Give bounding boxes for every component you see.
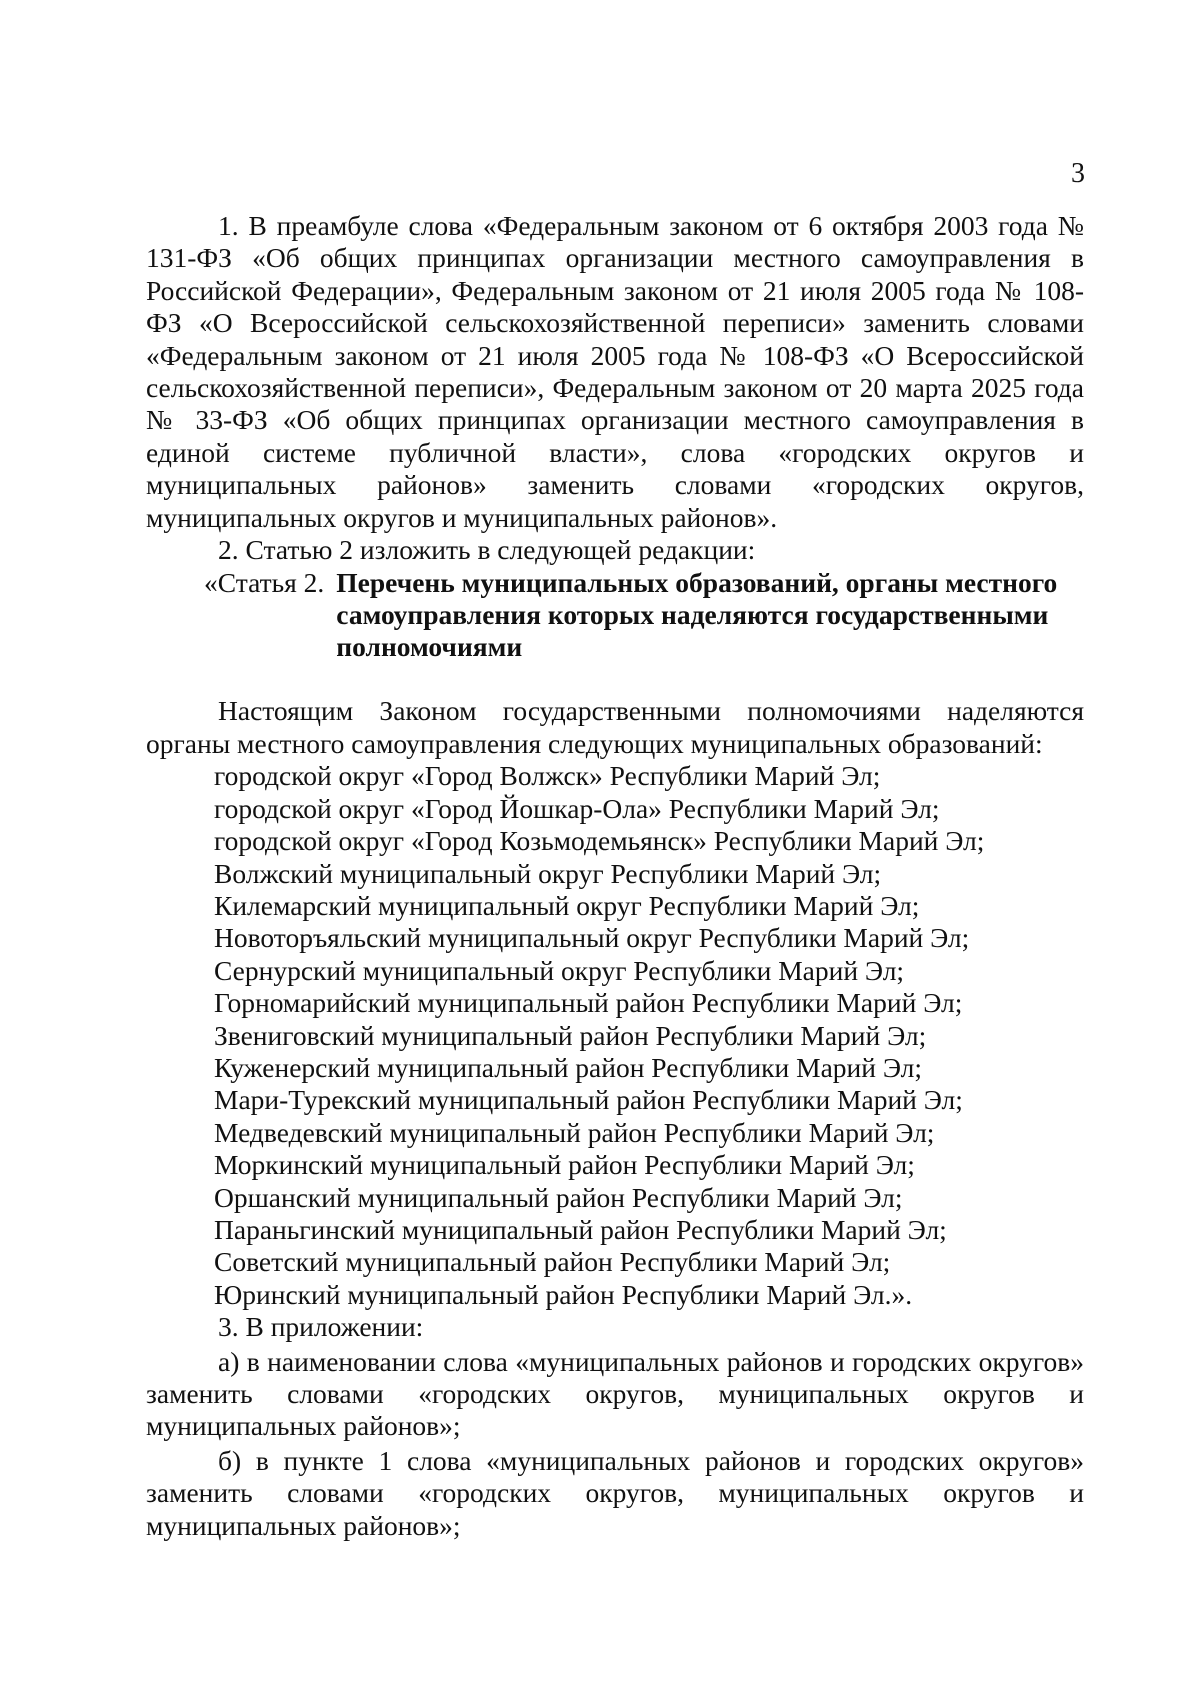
article-intro: Настоящим Законом государственными полномочиями наделяются органы местного самоуправления следующих муниципальных образований: (146, 695, 1084, 759)
list-item: Моркинский муниципальный район Республики Марий Эл; (214, 1149, 915, 1181)
amendment-item-3a: а) в наименовании слова «муниципальных районов и городских округов» заменить словами «городских округов, муниципальных округов и муниципальных районов»; (146, 1345, 1084, 1442)
list-item: Медведевский муниципальный район Республики Марий Эл; (214, 1116, 935, 1148)
list-item: Горномарийский муниципальный район Республики Марий Эл; (214, 987, 963, 1019)
list-item: Оршанский муниципальный район Республики Марий Эл; (214, 1181, 903, 1213)
list-item: Юринский муниципальный район Республики Марий Эл.». (214, 1278, 913, 1310)
amendment-item-1: 1. В преамбуле слова «Федеральным законом от 6 октября 2003 года № 131-ФЗ «Об общих принципах организации местного самоуправления в Российской Федерации», Федеральным законом от 21 июля 2005 года № 108-ФЗ «О Всероссийской сельскохозяйственной переписи» заменить словами «Федеральным законом от 21 июля 2005 года № 108-ФЗ «О Всероссийской сельскохозяйственной переписи», Федеральным законом от 20 марта 2025 года № 33-ФЗ «Об общих принципах организации местного самоуправления в единой системе публичной власти», слова «городских округов и муниципальных районов» заменить словами «городских округов, муниципальных округов и муниципальных районов». (146, 210, 1084, 533)
municipality-list (146, 760, 1084, 1311)
article-title: Перечень муниципальных образований, органы местного самоуправления которых наделяются государственными полномочиями (336, 567, 1058, 663)
amendment-item-3b: б) в пункте 1 слова «муниципальных районов и городских округов» заменить словами «городских округов, муниципальных округов и муниципальных районов»; (146, 1444, 1084, 1541)
article-label: «Статья 2. (204, 567, 325, 599)
amendment-item-2: 2. Статью 2 изложить в следующей редакции: (218, 534, 756, 566)
article-heading (146, 567, 1084, 663)
list-item: Килемарский муниципальный округ Республики Марий Эл; (214, 889, 920, 921)
document-body (146, 210, 1084, 1542)
list-item: Звениговский муниципальный район Республики Марий Эл; (214, 1019, 927, 1051)
list-item: городской округ «Город Козьмодемьянск» Республики Марий Эл; (214, 825, 985, 857)
list-item: Советский муниципальный район Республики Марий Эл; (214, 1246, 891, 1278)
list-item: Мари-Турекский муниципальный район Республики Марий Эл; (214, 1084, 963, 1116)
list-item: Куженерский муниципальный район Республики Марий Эл; (214, 1051, 923, 1083)
amendment-item-3: 3. В приложении: (218, 1311, 424, 1343)
list-item: городской округ «Город Йошкар-Ола» Республики Марий Эл; (214, 792, 940, 824)
list-item: Волжский муниципальный округ Республики Марий Эл; (214, 857, 882, 889)
list-item: городской округ «Город Волжск» Республики Марий Эл; (214, 760, 881, 792)
page-number: 3 (1071, 158, 1085, 189)
list-item: Параньгинский муниципальный район Республики Марий Эл; (214, 1213, 947, 1245)
list-item: Новоторъяльский муниципальный округ Республики Марий Эл; (214, 922, 970, 954)
list-item: Сернурский муниципальный округ Республики Марий Эл; (214, 954, 905, 986)
